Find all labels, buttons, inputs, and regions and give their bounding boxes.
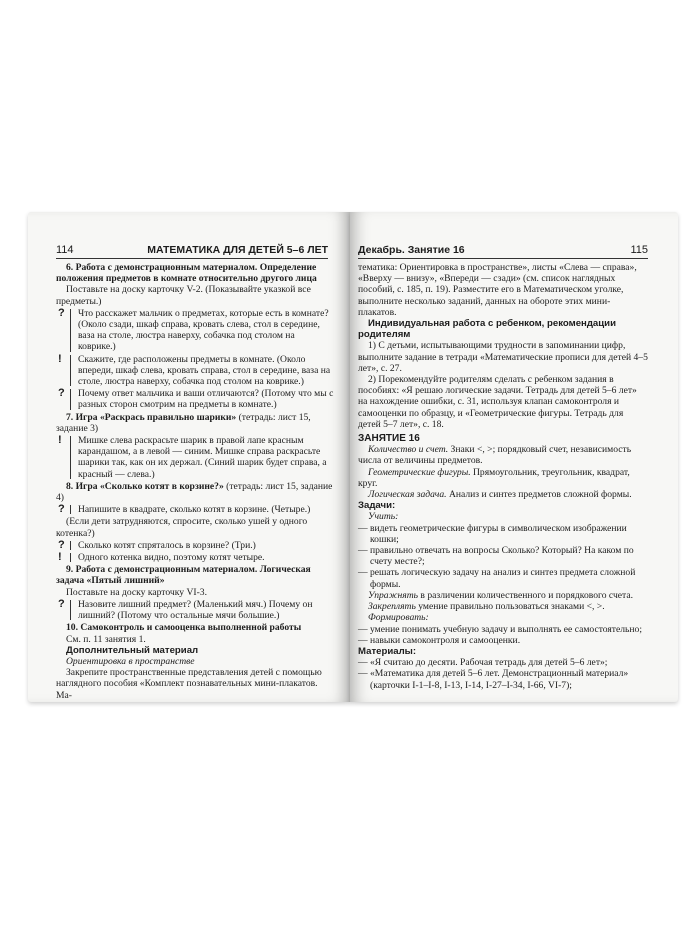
list-item: — видеть геометрические фигуры в символическом изображении кошки;	[358, 522, 627, 545]
question-text: Напишите в квадрате, сколько котят в корзине. (Четыре.)	[78, 504, 311, 516]
paragraph: Поставьте на доску карточку V-2. (Показывайте указкой все предметы.)	[56, 284, 311, 307]
section-heading: 6. Работа с демонстрационным материалом. Определение положения предметов в комнате относительно другого лица	[56, 262, 317, 285]
materials-heading: Материалы:	[358, 645, 417, 657]
section-heading: 10. Самоконтроль и самооценка выполненной работы	[66, 622, 302, 634]
page-number: 114	[56, 244, 74, 256]
question-text: Мишке слева раскрасьте шарик в правой лапе красным карандашом, а в левой — синим. Мишке справа раскрасьте шарики так, как он их держал. (Синий шарик будет справа, а красный — слева.)	[78, 435, 327, 480]
exclamation-mark-icon: !	[58, 352, 62, 365]
paragraph: (Если дети затрудняются, спросите, сколько ушей у одного котенка?)	[56, 516, 308, 539]
question-mark-icon: ?	[58, 538, 65, 551]
list-item: — «Математика для детей 5–6 лет. Демонстрационный материал» (карточки I-1–I-8, I-13, I-14, I-27–I-34, I-66, VI-7);	[358, 668, 629, 691]
page-header	[358, 242, 648, 259]
list-item: — умение понимать учебную задачу и выполнять ее самостоятельно;	[358, 623, 643, 635]
question-block	[56, 504, 334, 515]
list-item: — навыки самоконтроля и самооценки.	[358, 634, 521, 646]
question-mark-icon: ?	[58, 387, 65, 400]
question-text: Почему ответ мальчика и ваши отличаются? (Потому что мы с разных сторон смотрим на предметы в комнате.)	[78, 388, 334, 411]
paragraph: Упражнять в различении количественного и порядкового счета.	[368, 589, 634, 601]
list-item: — решать логическую задачу на анализ и синтез предмета сложной формы.	[358, 567, 636, 590]
question-text: Что расскажет мальчик о предметах, которые есть в комнате? (Около сзади, шкаф справа, кровать слева, стол в середине, ваза на столе, люстра наверху, собачка под столом на коврике.)	[78, 307, 329, 353]
section-heading: 9. Работа с демонстрационным материалом. Логическая задача «Пятый лишний»	[56, 564, 311, 587]
question-text: Сколько котят спряталось в корзине? (Три.)	[78, 539, 256, 551]
question-block	[56, 552, 334, 563]
question-block	[56, 354, 334, 388]
paragraph: Закрепите пространственные представления детей с помощью наглядного пособия «Комплект познавательных мини-плакатов. Ма-	[56, 667, 322, 701]
paragraph: 1) С детьми, испытывающими трудности в запоминании цифр, выполните задание в тетради «Математические прописи для детей 4–5 лет», с. 27.	[358, 340, 648, 374]
page-header	[56, 242, 328, 259]
subsection-topic: Ориентировка в пространстве	[66, 655, 195, 667]
page-body	[358, 262, 648, 691]
question-block	[56, 435, 334, 480]
list-item: — правильно отвечать на вопросы Сколько? Который? На каком по счету месте?;	[358, 545, 634, 568]
exclamation-mark-icon: !	[58, 551, 62, 564]
paragraph: 2) Порекомендуйте родителям сделать с ребенком задания в пособиях: «Я решаю логические задачи. Тетрадь для детей 5–6 лет» на нахождение ошибки, с. 31, используя клапан самоконтроля и самооценки по образцу, и «Геометрические фигуры. Тетрадь для детей 5–7 лет», с. 18.	[358, 374, 637, 430]
paragraph: См. п. 11 занятия 1.	[66, 633, 146, 645]
page-body	[56, 262, 334, 701]
topic-line: Логическая задача. Анализ и синтез предметов сложной формы.	[368, 489, 632, 501]
paragraph: тематика: Ориентировка в пространстве», листы «Слева — справа», «Вверху — внизу», «Впереди — сзади» (см. список наглядных пособий, с. 185, п. 19). Разместите его в Математическом уголке, выполните несколько заданий, данных на обороте этих мини-плакатов.	[358, 262, 637, 318]
section-heading: 8. Игра «Сколько котят в корзине?» (тетрадь: лист 15, задание 4)	[56, 480, 333, 504]
question-text: Назовите лишний предмет? (Маленький мяч.) Почему он лишний? (Потому что остальные мячи большие.)	[78, 598, 313, 622]
exclamation-mark-icon: !	[58, 434, 62, 447]
question-text: Одного котенка видно, поэтому котят четыре.	[78, 552, 265, 564]
question-mark-icon: ?	[58, 503, 65, 516]
left-page	[28, 212, 350, 702]
question-mark-icon: ?	[58, 306, 65, 319]
paragraph: Закреплять умение правильно пользоваться знаками <, >.	[368, 601, 605, 613]
question-block	[56, 308, 334, 353]
subsection-heading: Индивидуальная работа с ребенком, рекомендации родителям	[358, 318, 616, 341]
label: Формировать:	[368, 612, 429, 624]
label: Учить:	[368, 511, 399, 523]
list-item: — «Я считаю до десяти. Рабочая тетрадь для детей 5–6 лет»;	[358, 657, 608, 669]
question-block	[56, 540, 334, 551]
right-page	[350, 212, 678, 702]
running-title: Декабрь. Занятие 16	[358, 244, 465, 256]
open-book	[28, 212, 678, 712]
paragraph: Поставьте на доску карточку VI-3.	[66, 586, 207, 598]
topic-line: Геометрические фигуры. Прямоугольник, треугольник, квадрат, круг.	[358, 466, 630, 489]
page-number: 115	[630, 244, 648, 256]
question-block	[56, 599, 334, 621]
question-block	[56, 388, 334, 410]
topic-line: Количество и счет. Знаки <, >; порядковый счет, независимость числа от величины предметов.	[358, 444, 632, 467]
tasks-heading: Задачи:	[358, 500, 396, 512]
question-mark-icon: ?	[58, 597, 65, 610]
running-title: МАТЕМАТИКА ДЛЯ ДЕТЕЙ 5–6 ЛЕТ	[147, 244, 328, 256]
question-text: Скажите, где расположены предметы в комнате. (Около впереди, шкаф слева, кровать справа, стол в середине, ваза на столе, люстра наверху, собачка под столом на коврике.)	[78, 353, 331, 388]
section-heading: 7. Игра «Раскрась правильно шарики» (тетрадь: лист 15, задание 3)	[56, 411, 311, 434]
lesson-heading: ЗАНЯТИЕ 16	[358, 433, 420, 445]
subsection-heading: Дополнительный материал	[66, 644, 199, 656]
